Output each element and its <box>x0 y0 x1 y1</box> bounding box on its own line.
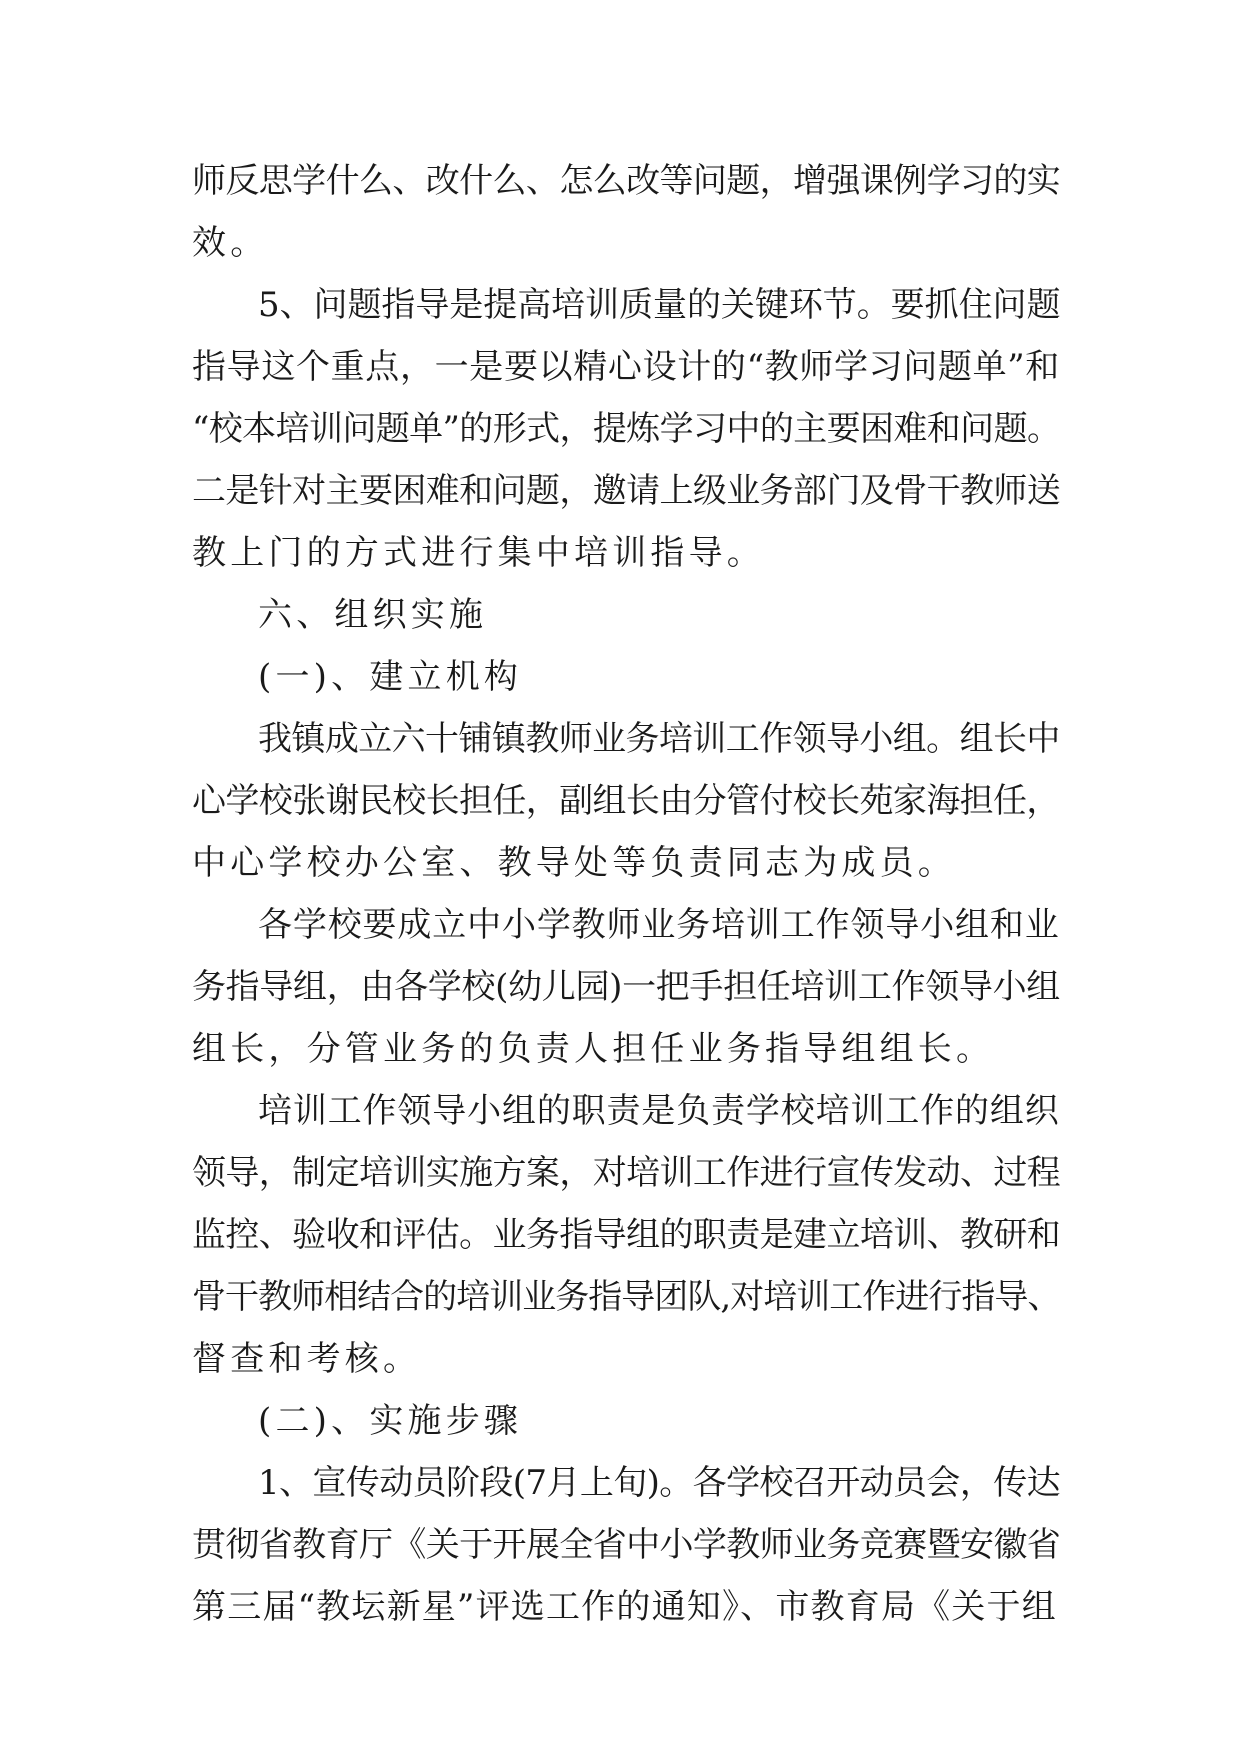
text-line: 骨干教师相结合的培训业务指导团队,对培训工作进行指导、 <box>192 1277 1061 1317</box>
text-line: 务指导组，由各学校(幼儿园)一把手担任培训工作领导小组 <box>192 967 1060 1007</box>
section-heading: 六、组织实施 <box>258 595 488 635</box>
text-line: 中心学校办公室、教导处等负责同志为成员。 <box>192 843 956 883</box>
text-line: 教上门的方式进行集中培训指导。 <box>192 533 765 573</box>
text-line: 师反思学什么、改什么、怎么改等问题，增强课例学习的实 <box>192 161 1061 201</box>
text-line: 组长，分管业务的负责人担任业务指导组组长。 <box>192 1029 995 1069</box>
text-line: “校本培训问题单”的形式，提炼学习中的主要困难和问题。 <box>192 409 1061 449</box>
text-line: 督查和考核。 <box>192 1339 422 1379</box>
document-page <box>192 150 1060 1638</box>
subsection-heading: (一)、建立机构 <box>258 657 523 697</box>
subsection-heading: (二)、实施步骤 <box>258 1401 523 1441</box>
text-line: 各学校要成立中小学教师业务培训工作领导小组和业 <box>258 905 1060 945</box>
text-line: 贯彻省教育厅《关于开展全省中小学教师业务竞赛暨安徽省 <box>192 1525 1061 1565</box>
text-line: 二是针对主要困难和问题，邀请上级业务部门及骨干教师送 <box>192 471 1061 511</box>
text-line: 5、问题指导是提高培训质量的关键环节。要抓住问题 <box>258 285 1061 325</box>
text-line: 1、宣传动员阶段(7月上旬)。各学校召开动员会，传达 <box>258 1463 1060 1503</box>
text-line: 心学校张谢民校长担任，副组长由分管付校长苑家海担任， <box>192 781 1060 821</box>
text-line: 第三届“教坛新星”评选工作的通知》、市教育局《关于组 <box>192 1587 1057 1627</box>
text-line: 监控、验收和评估。业务指导组的职责是建立培训、教研和 <box>192 1215 1061 1255</box>
text-line: 培训工作领导小组的职责是负责学校培训工作的组织 <box>258 1091 1060 1131</box>
text-line: 我镇成立六十铺镇教师业务培训工作领导小组。组长中 <box>258 719 1060 759</box>
text-line: 效。 <box>192 223 269 263</box>
text-line: 领导，制定培训实施方案，对培训工作进行宣传发动、过程 <box>192 1153 1061 1193</box>
text-line: 指导这个重点，一是要以精心设计的“教师学习问题单”和 <box>192 347 1060 387</box>
